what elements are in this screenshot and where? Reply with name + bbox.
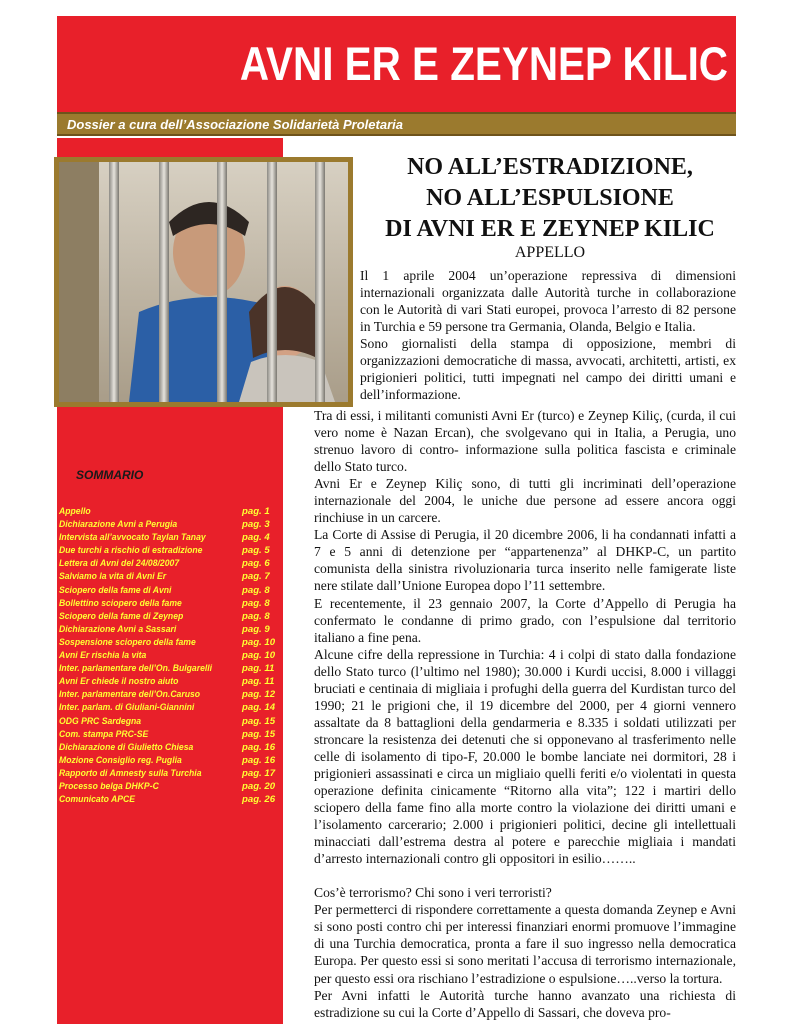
toc-item-title: ODG PRC Sardegna	[59, 715, 142, 727]
table-of-contents	[59, 505, 275, 806]
toc-item-page: pag. 17	[242, 767, 276, 779]
toc-item-page: pag. 6	[242, 558, 270, 570]
toc-item	[59, 649, 275, 662]
toc-item-page: pag. 11	[242, 676, 275, 688]
toc-item-title: Lettera di Avni del 24/08/2007	[59, 558, 180, 570]
page-title: AVNI ER E ZEYNEP KILIC	[239, 37, 728, 90]
toc-item	[59, 518, 275, 531]
toc-item-title: Sciopero della fame di Zeynep	[59, 610, 184, 622]
headline-line-2: NO ALL’ESPULSIONE	[426, 185, 674, 211]
toc-item	[59, 623, 275, 636]
headline-line-3: DI AVNI ER E ZEYNEP KILIC	[385, 216, 715, 242]
toc-item	[59, 610, 275, 623]
toc-item	[59, 728, 275, 741]
body-wide-column	[314, 407, 736, 1021]
headline-line-1: NO ALL’ESTRADIZIONE,	[407, 154, 693, 180]
toc-item-page: pag. 3	[242, 519, 270, 531]
toc-item-title: Rapporto di Amnesty sulla Turchia	[59, 767, 202, 779]
toc-item-page: pag. 14	[242, 702, 276, 714]
appello-label: APPELLO	[514, 244, 586, 261]
body-paragraph: La Corte di Assise di Perugia, il 20 dicembre 2006, li ha condannati infatti a 7 e 5 anni di detenzione per “appartenenza” al DHKP-C, un partito comunista della sinistra rivoluzionaria turca inserito nelle famigerate liste nere stilate dall’Unione Europea dopo l’11 settembre.	[314, 527, 736, 594]
toc-item-page: pag. 15	[242, 728, 276, 740]
toc-item	[59, 780, 275, 793]
toc-item-title: Sospensione sciopero della fame	[59, 636, 196, 648]
body-paragraph: Cos’è terrorismo? Chi sono i veri terroristi?	[314, 885, 552, 901]
toc-item-page: pag. 16	[242, 754, 276, 766]
toc-item-page: pag. 12	[242, 689, 276, 701]
toc-item	[59, 531, 275, 544]
toc-item-title: Inter. parlam. di Giuliani-Giannini	[59, 702, 195, 714]
subtitle-bar	[57, 112, 736, 136]
toc-item	[59, 544, 275, 557]
toc-item-title: Comunicato APCE	[59, 794, 135, 806]
toc-item-page: pag. 16	[242, 741, 276, 753]
subtitle: Dossier a cura dell’Associazione Solidarietà Proletaria	[67, 117, 403, 132]
body-narrow-column	[360, 267, 736, 403]
body-paragraph: Il 1 aprile 2004 un’operazione repressiva di dimensioni internazionali organizzata dalle Autorità turche in collaborazione con le Autorità di vari Stati europei, provoca l’arresto di 82 persone in Turchia e 59 persone tra Germania, Olanda, Belgio e Italia.	[360, 268, 736, 335]
toc-item	[59, 793, 275, 806]
toc-item-page: pag. 10	[242, 650, 276, 662]
paragraph-gap	[314, 867, 736, 884]
toc-item-page: pag. 7	[242, 571, 270, 583]
toc-item-title: Bollettino sciopero della fame	[59, 597, 182, 609]
sommario-title: SOMMARIO	[76, 468, 144, 482]
toc-item	[59, 688, 275, 701]
toc-item-title: Com. stampa PRC-SE	[59, 728, 149, 740]
toc-item-title: Inter. parlamentare dell’On.Caruso	[59, 689, 201, 701]
toc-item-title: Appello	[59, 506, 91, 517]
toc-item	[59, 701, 275, 714]
toc-item	[59, 741, 275, 754]
toc-item-page: pag. 9	[242, 623, 270, 635]
toc-item-page: pag. 8	[242, 597, 270, 609]
toc-item-page: pag. 1	[242, 506, 270, 517]
toc-item-title: Avni Er chiede il nostro aiuto	[59, 676, 179, 688]
prison-photo	[59, 162, 348, 402]
toc-item	[59, 715, 275, 728]
toc-item-page: pag. 11	[242, 663, 275, 675]
toc-item-page: pag. 8	[242, 584, 270, 596]
toc-item-page: pag. 8	[242, 610, 270, 622]
toc-item-page: pag. 20	[242, 780, 276, 792]
toc-item	[59, 675, 275, 688]
body-paragraph: Per Avni infatti le Autorità turche hanno avanzato una richiesta di estradizione su cui la Corte d’Appello di Sassari, che doveva pro-	[314, 987, 736, 1020]
toc-item-title: Dichiarazione Avni a Sassari	[59, 623, 177, 635]
body-paragraph: Avni Er e Zeynep Kiliç sono, di tutti gli incriminati dell’operazione internazionale del 2004, le uniche due persone ad essere ancora oggi rinchiuse in un carcere.	[314, 476, 736, 526]
title-banner	[57, 16, 736, 112]
toc-item	[59, 662, 275, 675]
toc-item	[59, 636, 275, 649]
toc-item-title: Dichiarazione di Giulietto Chiesa	[59, 741, 194, 753]
toc-item-page: pag. 4	[242, 532, 270, 544]
toc-item-title: Mozione Consiglio reg. Puglia	[59, 754, 182, 766]
toc-item-title: Dichiarazione Avni a Perugia	[59, 519, 178, 531]
toc-item	[59, 557, 275, 570]
prison-photo-image	[59, 162, 348, 402]
body-paragraph: E recentemente, il 23 gennaio 2007, la Corte d’Appello di Perugia ha confermato le condanne di primo grado, con l’espulsione dal territorio italiano a fine pena.	[314, 595, 736, 645]
body-paragraph: Alcune cifre della repressione in Turchia: 4 i colpi di stato dalla fondazione dello Stato turco (l’ultimo nel 1980); 30.000 i Kurdi uccisi, 8.000 i villaggi bruciati e centinaia di migliaia i profughi della guerra del Kurdistan turco del 1990; 21 le prigioni che, il 19 dicembre del 2000, per 4 giorni vennero assaltate da 8 battaglioni della gendarmeria e 8.335 i soldati utilizzati per stroncare la resistenza dei detenuti che si opponevano al trasferimento nelle celle di isolamento di tipo-F, 20.000 le bombe lanciate nei dormitori, 28 i prigionieri assassinati e circa un migliaio quelli feriti e/o violentati in questa operazione definita cinicamente “Ritorno alla vita”; 122 i martiri dello sciopero della fame fino alla morte contro la violazione dei diritti umani e l’isolamento carcerario; 2.000 i prigionieri politici, decine gli intellettuali minacciati dall’estrema destra al potere e parecchie migliaia i mandati d’arresto internazionali contro gli oppositori in esilio……..	[314, 646, 736, 867]
toc-item	[59, 597, 275, 610]
toc-item	[59, 570, 275, 583]
toc-item-page: pag. 10	[242, 636, 276, 648]
toc-item-title: Sciopero della fame di Avni	[59, 584, 172, 596]
toc-item-title: Processo belga DHKP-C	[59, 780, 159, 792]
toc-item	[59, 505, 275, 518]
toc-item-title: Salviamo la vita di Avni Er	[59, 571, 167, 583]
toc-item	[59, 767, 275, 780]
toc-item	[59, 584, 275, 597]
toc-item-page: pag. 26	[242, 794, 276, 806]
toc-item-page: pag. 15	[242, 715, 276, 727]
body-paragraph: Tra di essi, i militanti comunisti Avni Er (turco) e Zeynep Kiliç, (curda, il cui vero nome è Nazan Ercan), che svolgevano qui in Italia, a Perugia, uno strenuo lavoro di contro- informazione sulla politica fascista e criminale dello Stato turco.	[314, 408, 736, 475]
toc-item-title: Due turchi a rischio di estradizione	[59, 545, 203, 557]
toc-item-page: pag. 5	[242, 545, 270, 557]
toc-item	[59, 754, 275, 767]
toc-item-title: Inter. parlamentare dell’On. Bulgarelli	[59, 663, 213, 675]
toc-item-title: Intervista all’avvocato Taylan Tanay	[59, 532, 206, 544]
photo-frame	[54, 157, 353, 407]
toc-item-title: Avni Er rischia la vita	[59, 650, 147, 662]
body-paragraph: Per permetterci di rispondere correttamente a questa domanda Zeynep e Avni si sono posti contro chi per interessi finanziari enormi promuove l’immagine di una Turchia democratica, pronta a fare il suo ingresso nella democratica Europa. Per questo essi si sono meritati l’accusa di terrorismo internazionale, per questo essi ora rischiano l’estradizione o espulsione…..verso la tortura.	[314, 902, 736, 986]
body-paragraph: Sono giornalisti della stampa di opposizione, membri di organizzazioni democratiche di massa, avvocati, architetti, artisti, ex prigionieri politici, tutti impegnati nel campo dei diritti umani e dell’informazione.	[360, 336, 736, 403]
